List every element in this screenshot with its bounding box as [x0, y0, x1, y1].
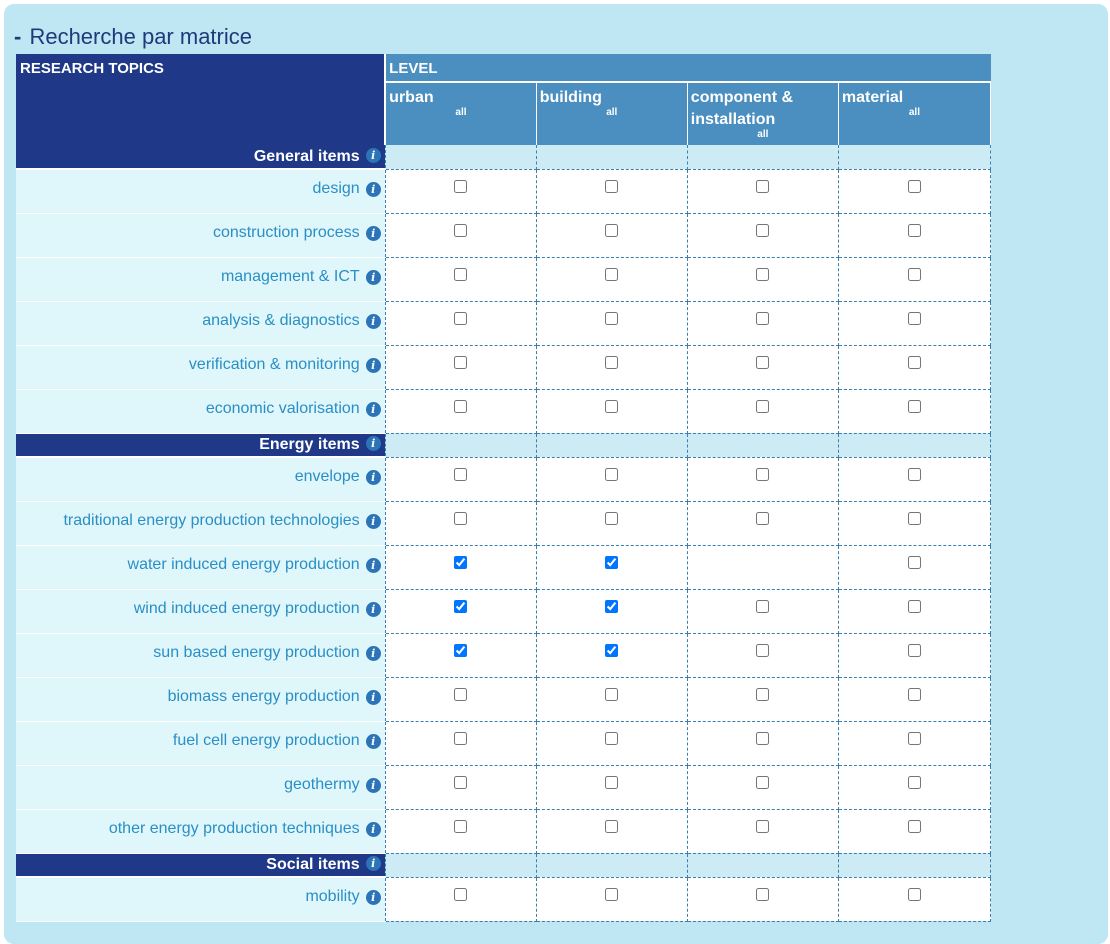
matrix-checkbox[interactable]	[908, 400, 921, 413]
matrix-cell	[536, 765, 687, 809]
matrix-cell	[687, 345, 838, 389]
section-cell	[536, 853, 687, 877]
section-label	[16, 853, 385, 877]
page-title-text: Recherche par matrice	[29, 24, 252, 49]
info-icon[interactable]: i	[366, 602, 381, 617]
column-header-urban	[385, 82, 536, 145]
matrix-checkbox[interactable]	[756, 512, 769, 525]
section-cell	[385, 853, 536, 877]
matrix-cell	[838, 633, 990, 677]
matrix-cell	[385, 457, 536, 501]
topic-label-cell	[16, 877, 385, 921]
matrix-cell	[687, 545, 838, 589]
matrix-checkbox[interactable]	[756, 820, 769, 833]
topic-row	[16, 721, 991, 765]
info-icon[interactable]: i	[366, 402, 381, 417]
matrix-cell	[838, 301, 990, 345]
matrix-checkbox[interactable]	[908, 312, 921, 325]
matrix-checkbox[interactable]	[454, 356, 467, 369]
matrix-cell	[838, 677, 990, 721]
matrix-cell	[385, 169, 536, 213]
matrix-checkbox[interactable]	[454, 688, 467, 701]
matrix-checkbox[interactable]	[908, 356, 921, 369]
section-cell	[687, 853, 838, 877]
matrix-cell	[536, 213, 687, 257]
matrix-cell	[838, 457, 990, 501]
topic-label[interactable]: design	[312, 180, 360, 198]
topic-label[interactable]: biomass energy production	[167, 687, 360, 705]
topic-row	[16, 633, 991, 677]
topic-label[interactable]: wind induced energy production	[133, 599, 360, 617]
info-icon[interactable]: i	[366, 822, 381, 837]
topic-row	[16, 169, 991, 213]
matrix-checkbox[interactable]	[908, 468, 921, 481]
topic-label-cell	[16, 213, 385, 257]
matrix-cell	[687, 677, 838, 721]
matrix-cell	[687, 213, 838, 257]
topic-row	[16, 809, 991, 853]
matrix-cell	[687, 721, 838, 765]
matrix-checkbox[interactable]	[908, 688, 921, 701]
matrix-checkbox[interactable]	[756, 356, 769, 369]
topic-row	[16, 589, 991, 633]
column-label: building	[539, 89, 602, 106]
topic-label[interactable]: verification & monitoring	[188, 355, 360, 373]
matrix-cell	[536, 677, 687, 721]
topic-label[interactable]: analysis & diagnostics	[202, 311, 360, 329]
info-icon[interactable]: i	[366, 182, 381, 197]
matrix-cell	[385, 301, 536, 345]
matrix-cell	[536, 257, 687, 301]
info-icon[interactable]: i	[366, 646, 381, 661]
info-icon[interactable]: i	[366, 470, 381, 485]
matrix-checkbox[interactable]	[605, 180, 618, 193]
matrix-checkbox[interactable]	[756, 400, 769, 413]
matrix-cell	[385, 545, 536, 589]
matrix-checkbox[interactable]	[454, 644, 467, 657]
matrix-checkbox[interactable]	[756, 776, 769, 789]
matrix-body	[16, 145, 991, 921]
matrix-checkbox[interactable]	[908, 600, 921, 613]
column-header-component	[687, 82, 838, 145]
matrix-checkbox[interactable]	[908, 776, 921, 789]
topic-row	[16, 213, 991, 257]
info-icon[interactable]: i	[366, 856, 381, 871]
section-row	[16, 433, 991, 457]
info-icon[interactable]: i	[366, 514, 381, 529]
matrix-cell	[838, 257, 990, 301]
matrix-checkbox[interactable]	[756, 224, 769, 237]
info-icon[interactable]: i	[366, 270, 381, 285]
matrix-cell	[687, 169, 838, 213]
info-icon[interactable]: i	[366, 436, 381, 451]
topic-row	[16, 389, 991, 433]
collapse-toggle[interactable]: -	[14, 24, 22, 49]
matrix-cell	[385, 721, 536, 765]
matrix-checkbox[interactable]	[908, 180, 921, 193]
section-cell	[536, 433, 687, 457]
matrix-checkbox[interactable]	[605, 312, 618, 325]
matrix-cell	[838, 809, 990, 853]
topic-label[interactable]: water induced energy production	[127, 555, 360, 573]
matrix-checkbox[interactable]	[756, 468, 769, 481]
research-matrix	[16, 54, 991, 922]
matrix-checkbox[interactable]	[605, 888, 618, 901]
topic-label-cell	[16, 169, 385, 213]
matrix-cell	[536, 345, 687, 389]
topic-label[interactable]: geothermy	[284, 775, 360, 793]
select-all-urban-link[interactable]: all	[455, 107, 467, 118]
matrix-checkbox[interactable]	[908, 268, 921, 281]
column-header-material	[838, 82, 990, 145]
matrix-checkbox[interactable]	[605, 600, 618, 613]
matrix-checkbox[interactable]	[756, 600, 769, 613]
column-header-building	[536, 82, 687, 145]
matrix-checkbox[interactable]	[605, 732, 618, 745]
section-row	[16, 145, 991, 169]
topic-row	[16, 677, 991, 721]
matrix-checkbox[interactable]	[908, 644, 921, 657]
topic-label[interactable]: sun based energy production	[153, 643, 360, 661]
level-header: LEVEL	[385, 54, 990, 82]
info-icon[interactable]: i	[366, 148, 381, 163]
matrix-checkbox[interactable]	[756, 888, 769, 901]
matrix-cell	[687, 809, 838, 853]
topic-row	[16, 345, 991, 389]
matrix-cell	[385, 677, 536, 721]
matrix-checkbox[interactable]	[454, 820, 467, 833]
section-cell	[838, 145, 990, 169]
section-title: Energy items	[259, 435, 360, 453]
matrix-cell	[687, 765, 838, 809]
matrix-cell	[385, 809, 536, 853]
matrix-cell	[536, 301, 687, 345]
matrix-cell	[687, 257, 838, 301]
topic-label[interactable]: envelope	[294, 468, 360, 486]
matrix-cell	[385, 877, 536, 921]
matrix-cell	[536, 589, 687, 633]
matrix-checkbox[interactable]	[605, 512, 618, 525]
matrix-cell	[687, 501, 838, 545]
matrix-cell	[687, 389, 838, 433]
column-label: urban	[389, 89, 434, 106]
matrix-checkbox[interactable]	[756, 644, 769, 657]
matrix-cell	[385, 501, 536, 545]
section-cell	[838, 853, 990, 877]
matrix-cell	[687, 633, 838, 677]
info-icon[interactable]: i	[366, 734, 381, 749]
matrix-checkbox[interactable]	[454, 180, 467, 193]
matrix-checkbox[interactable]	[756, 312, 769, 325]
matrix-checkbox[interactable]	[454, 556, 467, 569]
topic-label-cell	[16, 545, 385, 589]
matrix-cell	[536, 545, 687, 589]
topic-label-cell	[16, 257, 385, 301]
matrix-cell	[385, 257, 536, 301]
select-all-component-link[interactable]: all	[757, 129, 769, 140]
topic-row	[16, 765, 991, 809]
matrix-checkbox[interactable]	[605, 468, 618, 481]
matrix-checkbox[interactable]	[454, 776, 467, 789]
matrix-checkbox[interactable]	[908, 556, 921, 569]
matrix-checkbox[interactable]	[454, 400, 467, 413]
topic-row	[16, 301, 991, 345]
matrix-checkbox[interactable]	[454, 312, 467, 325]
matrix-checkbox[interactable]	[454, 268, 467, 281]
matrix-checkbox[interactable]	[605, 268, 618, 281]
select-all-material-link[interactable]: all	[908, 107, 920, 118]
topic-label-cell	[16, 765, 385, 809]
matrix-checkbox[interactable]	[756, 688, 769, 701]
matrix-checkbox[interactable]	[908, 888, 921, 901]
topic-label[interactable]: management & ICT	[220, 267, 360, 285]
matrix-cell	[838, 501, 990, 545]
topic-label-cell	[16, 389, 385, 433]
topic-label[interactable]: construction process	[212, 223, 360, 241]
matrix-cell	[536, 501, 687, 545]
matrix-checkbox[interactable]	[756, 268, 769, 281]
topic-label-cell	[16, 677, 385, 721]
topic-label-cell	[16, 809, 385, 853]
matrix-cell	[385, 589, 536, 633]
topic-label[interactable]: mobility	[305, 888, 360, 906]
matrix-checkbox[interactable]	[908, 224, 921, 237]
matrix-checkbox[interactable]	[454, 512, 467, 525]
matrix-cell	[536, 721, 687, 765]
topic-label[interactable]: other energy production techniques	[108, 819, 360, 837]
matrix-checkbox[interactable]	[908, 732, 921, 745]
matrix-cell	[536, 457, 687, 501]
matrix-checkbox[interactable]	[756, 180, 769, 193]
matrix-checkbox[interactable]	[605, 776, 618, 789]
info-icon[interactable]: i	[366, 314, 381, 329]
matrix-cell	[536, 633, 687, 677]
column-label: component & installation	[690, 89, 794, 128]
matrix-checkbox[interactable]	[605, 644, 618, 657]
matrix-cell	[687, 589, 838, 633]
matrix-checkbox[interactable]	[454, 224, 467, 237]
matrix-cell	[536, 877, 687, 921]
matrix-cell	[687, 457, 838, 501]
section-cell	[385, 433, 536, 457]
info-icon[interactable]: i	[366, 358, 381, 373]
info-icon[interactable]: i	[366, 690, 381, 705]
section-label	[16, 433, 385, 457]
topic-label-cell	[16, 633, 385, 677]
matrix-cell	[838, 213, 990, 257]
page-title	[14, 24, 252, 50]
matrix-cell	[838, 345, 990, 389]
section-row	[16, 853, 991, 877]
research-topics-header: RESEARCH TOPICS	[16, 54, 385, 145]
section-cell	[536, 145, 687, 169]
matrix-cell	[385, 345, 536, 389]
topic-label-cell	[16, 345, 385, 389]
topic-label-cell	[16, 457, 385, 501]
info-icon[interactable]: i	[366, 226, 381, 241]
matrix-cell	[536, 169, 687, 213]
info-icon[interactable]: i	[366, 778, 381, 793]
topic-label[interactable]: traditional energy production technologies	[63, 511, 360, 529]
matrix-cell	[536, 389, 687, 433]
topic-row	[16, 257, 991, 301]
section-cell	[385, 145, 536, 169]
topic-label-cell	[16, 501, 385, 545]
column-label: material	[841, 89, 904, 106]
matrix-cell	[385, 765, 536, 809]
matrix-cell	[536, 809, 687, 853]
topic-row	[16, 457, 991, 501]
matrix-checkbox[interactable]	[605, 356, 618, 369]
section-title: General items	[253, 147, 360, 165]
matrix-checkbox[interactable]	[454, 600, 467, 613]
matrix-cell	[838, 389, 990, 433]
matrix-cell	[385, 633, 536, 677]
matrix-checkbox[interactable]	[908, 512, 921, 525]
matrix-cell	[838, 721, 990, 765]
section-cell	[687, 433, 838, 457]
matrix-checkbox[interactable]	[605, 224, 618, 237]
matrix-cell	[838, 545, 990, 589]
section-label	[16, 145, 385, 169]
topic-row	[16, 877, 991, 921]
matrix-cell	[838, 765, 990, 809]
matrix-cell	[385, 389, 536, 433]
topic-label[interactable]: fuel cell energy production	[172, 731, 360, 749]
section-cell	[838, 433, 990, 457]
info-icon[interactable]: i	[366, 558, 381, 573]
matrix-cell	[385, 213, 536, 257]
topic-label-cell	[16, 721, 385, 765]
section-cell	[687, 145, 838, 169]
matrix-checkbox[interactable]	[605, 400, 618, 413]
matrix-checkbox[interactable]	[454, 732, 467, 745]
matrix-cell	[687, 877, 838, 921]
matrix-cell	[687, 301, 838, 345]
matrix-cell	[838, 589, 990, 633]
matrix-cell	[838, 169, 990, 213]
matrix-cell	[838, 877, 990, 921]
matrix-checkbox[interactable]	[454, 888, 467, 901]
info-icon[interactable]: i	[366, 890, 381, 905]
matrix-checkbox[interactable]	[908, 820, 921, 833]
section-title: Social items	[266, 855, 360, 873]
topic-label-cell	[16, 589, 385, 633]
matrix-checkbox[interactable]	[454, 468, 467, 481]
matrix-checkbox[interactable]	[605, 820, 618, 833]
topic-label[interactable]: economic valorisation	[205, 399, 360, 417]
topic-label-cell	[16, 301, 385, 345]
matrix-checkbox[interactable]	[605, 688, 618, 701]
topic-row	[16, 501, 991, 545]
select-all-building-link[interactable]: all	[606, 107, 618, 118]
matrix-checkbox[interactable]	[605, 556, 618, 569]
topic-row	[16, 545, 991, 589]
matrix-checkbox[interactable]	[756, 732, 769, 745]
